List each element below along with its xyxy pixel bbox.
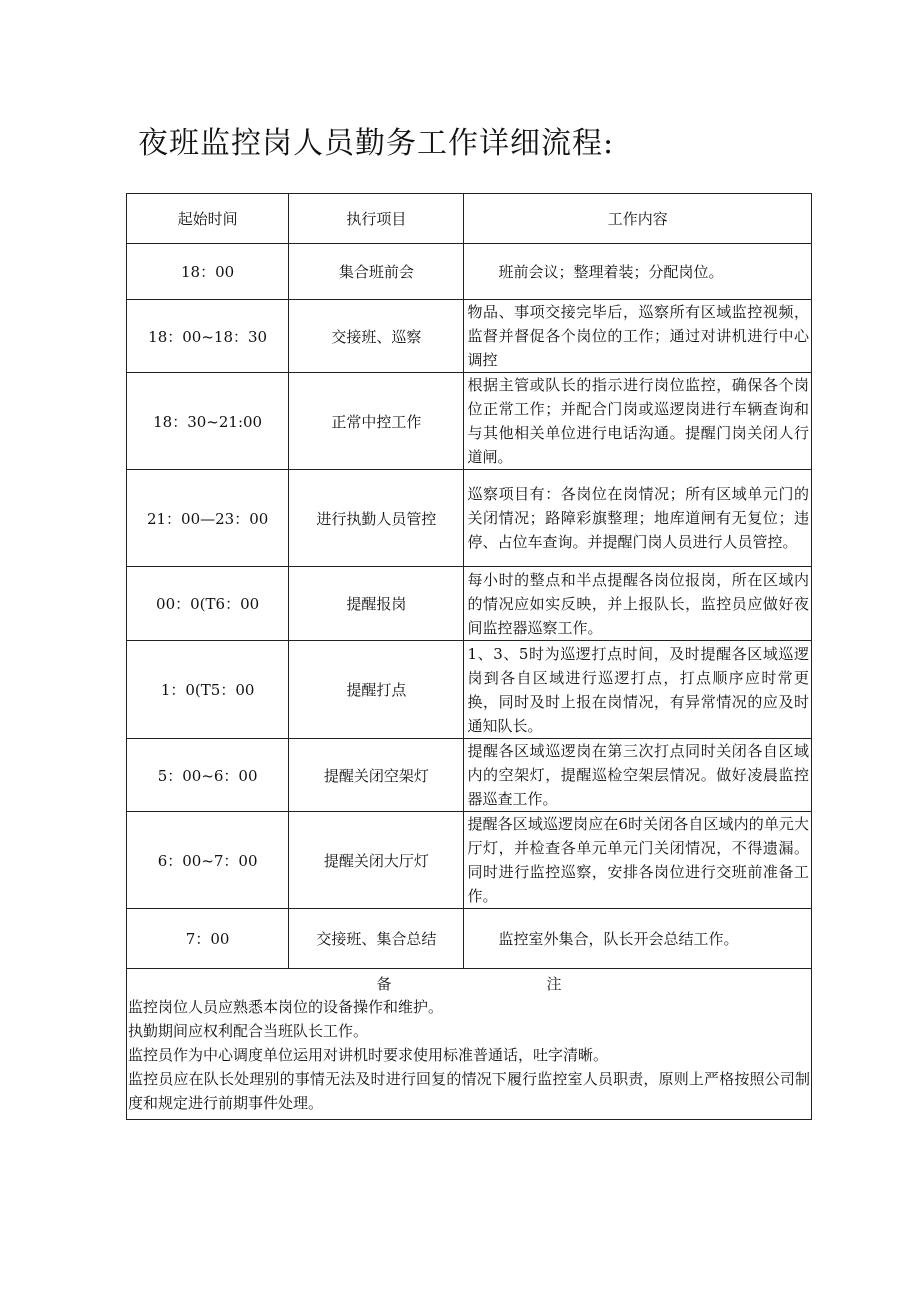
row-time: 18：00~18：30 bbox=[127, 300, 289, 373]
row-content-cell bbox=[464, 373, 812, 470]
table-row bbox=[127, 300, 812, 373]
row-item: 交接班、集合总结 bbox=[289, 909, 464, 969]
table-row bbox=[127, 641, 812, 739]
row-content: 1、3、5时为巡逻打点时间，及时提醒各区域巡逻岗到各自区域进行巡逻打点，打点顺序应时常更换，同时及时上报在岗情况，有异常情况的应及时通知队长。 bbox=[467, 644, 809, 735]
table-header-row bbox=[127, 194, 812, 244]
note-line: 监控员作为中心调度单位运用对讲机时要求使用标准普通话，吐字清晰。 bbox=[128, 1046, 609, 1064]
row-time: 1：0(T5：00 bbox=[127, 641, 289, 739]
row-content: 根据主管或队长的指示进行岗位监控，确保各个岗位正常工作；并配合门岗或巡逻岗进行车辆查询和与其他相关单位进行电话沟通。提醒门岗关闭人行道闸。 bbox=[467, 376, 809, 466]
row-item: 提醒关闭空架灯 bbox=[289, 739, 464, 812]
header-work-content: 工作内容 bbox=[464, 194, 812, 244]
row-time: 00：0(T6：00 bbox=[127, 567, 289, 641]
table-row bbox=[127, 739, 812, 812]
row-time: 6：00~7：00 bbox=[127, 812, 289, 909]
row-content: 监控室外集合，队长开会总结工作。 bbox=[498, 929, 739, 948]
row-item: 提醒报岗 bbox=[289, 567, 464, 641]
notes-cell bbox=[127, 969, 812, 1120]
row-content: 物品、事项交接完毕后，巡察所有区域监控视频，监督并督促各个岗位的工作；通过对讲机进行中心调控 bbox=[467, 303, 809, 369]
row-content-cell bbox=[464, 300, 812, 373]
row-item: 正常中控工作 bbox=[289, 373, 464, 470]
note-line: 监控员应在队长处理别的事情无法及时进行回复的情况下履行监控室人员职责，原则上严格按照公司制度和规定进行前期事件处理。 bbox=[128, 1070, 810, 1112]
row-time: 18：00 bbox=[127, 244, 289, 300]
row-content-cell bbox=[464, 470, 812, 567]
table-row bbox=[127, 909, 812, 969]
notes-label-left: 备 bbox=[376, 975, 392, 993]
row-item: 交接班、巡察 bbox=[289, 300, 464, 373]
row-content-cell bbox=[464, 812, 812, 909]
row-content-cell bbox=[464, 909, 812, 969]
row-content-cell bbox=[464, 739, 812, 812]
row-content: 提醒各区域巡逻岗应在6时关闭各自区域内的单元大厅灯，并检查各单元单元门关闭情况，不得遗漏。同时进行监控巡察，安排各岗位进行交班前准备工作。 bbox=[467, 815, 809, 905]
page-title: 夜班监控岗人员勤务工作详细流程: bbox=[138, 126, 615, 161]
table-row bbox=[127, 812, 812, 909]
table-row bbox=[127, 567, 812, 641]
notes-label-right: 注 bbox=[546, 975, 562, 993]
row-content: 提醒各区域巡逻岗在第三次打点同时关闭各自区域内的空架灯，提醒巡检空架层情况。做好凌晨监控器巡查工作。 bbox=[467, 742, 809, 808]
table-row bbox=[127, 244, 812, 300]
row-item: 进行执勤人员管控 bbox=[289, 470, 464, 567]
row-item: 提醒打点 bbox=[289, 641, 464, 739]
notes-row bbox=[127, 969, 812, 1120]
note-line: 执勤期间应权利配合当班队长工作。 bbox=[128, 1022, 369, 1040]
row-content-cell bbox=[464, 244, 812, 300]
row-content: 巡察项目有：各岗位在岗情况；所有区域单元门的关闭情况；路障彩旗整理；地库道闸有无复位；违停、占位车查询。并提醒门岗人员进行人员管控。 bbox=[467, 485, 809, 551]
row-content-cell bbox=[464, 641, 812, 739]
duty-schedule-table bbox=[126, 193, 812, 1120]
notes-body bbox=[127, 993, 811, 1119]
header-start-time: 起始时间 bbox=[127, 194, 289, 244]
note-line: 监控岗位人员应熟悉本岗位的设备操作和维护。 bbox=[128, 998, 444, 1016]
row-content-cell bbox=[464, 567, 812, 641]
row-item: 提醒关闭大厅灯 bbox=[289, 812, 464, 909]
table-row bbox=[127, 470, 812, 567]
row-content: 每小时的整点和半点提醒各岗位报岗，所在区域内的情况应如实反映，并上报队长，监控员应做好夜间监控器巡察工作。 bbox=[467, 570, 809, 637]
row-item: 集合班前会 bbox=[289, 244, 464, 300]
row-content: 班前会议；整理着装；分配岗位。 bbox=[498, 262, 724, 281]
header-task-item: 执行项目 bbox=[289, 194, 464, 244]
table-row bbox=[127, 373, 812, 470]
row-time: 7：00 bbox=[127, 909, 289, 969]
row-time: 5：00~6：00 bbox=[127, 739, 289, 812]
row-time: 21：00—23：00 bbox=[127, 470, 289, 567]
row-time: 18：30~21:00 bbox=[127, 373, 289, 470]
notes-heading bbox=[127, 969, 811, 993]
